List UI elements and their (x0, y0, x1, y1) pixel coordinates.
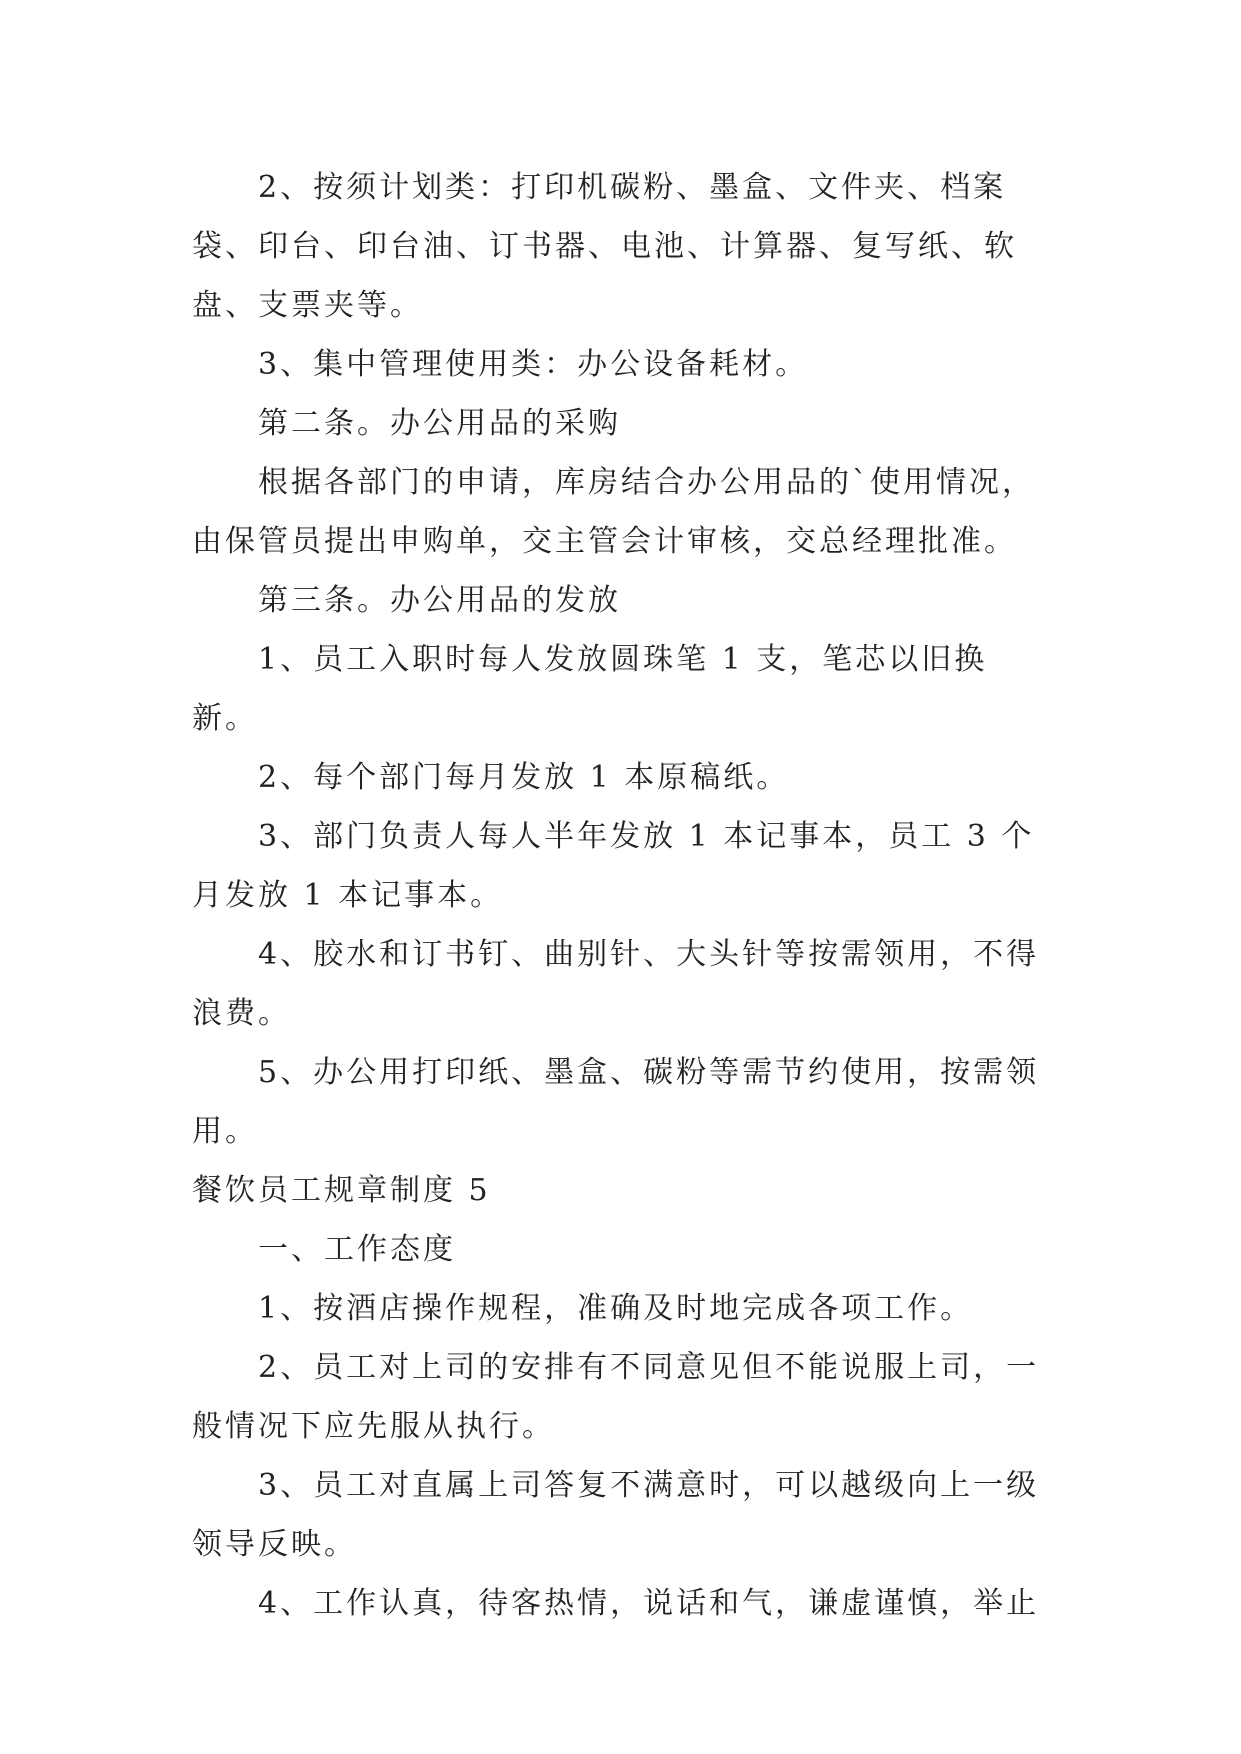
paragraph-distribution-4: 4、胶水和订书钉、曲别针、大头针等按需领用，不得浪费。 (192, 937, 1040, 1031)
article-heading-distribution: 第三条。办公用品的发放 (258, 583, 621, 618)
paragraph-distribution-1: 1、员工入职时每人发放圆珠笔 1 支，笔芯以旧换新。 (192, 642, 988, 736)
document-body (192, 158, 1052, 1633)
paragraph-distribution-2: 2、每个部门每月发放 1 本原稿纸。 (258, 760, 790, 795)
paragraph-purchase-procedure: 根据各部门的申请，库房结合办公用品的`使用情况，由保管员提出申购单，交主管会计审核，交总经理批准。 (192, 465, 1035, 559)
article-heading-purchase: 第二条。办公用品的采购 (258, 406, 621, 441)
paragraph-distribution-5: 5、办公用打印纸、墨盒、碳粉等需节约使用，按需领用。 (192, 1055, 1040, 1149)
paragraph-attitude-3: 3、员工对直属上司答复不满意时，可以越级向上一级领导反映。 (192, 1468, 1040, 1562)
paragraph-supplies-category-2: 2、按须计划类：打印机碳粉、墨盒、文件夹、档案袋、印台、印台油、订书器、电池、计算器、复写纸、软盘、支票夹等。 (192, 170, 1017, 323)
section-heading-work-attitude: 一、工作态度 (258, 1232, 456, 1267)
paragraph-attitude-1: 1、按酒店操作规程，准确及时地完成各项工作。 (258, 1291, 974, 1326)
section-title: 餐饮员工规章制度 5 (192, 1173, 491, 1208)
paragraph-attitude-2: 2、员工对上司的安排有不同意见但不能说服上司，一般情况下应先服从执行。 (192, 1350, 1040, 1444)
paragraph-distribution-3: 3、部门负责人每人半年发放 1 本记事本，员工 3 个月发放 1 本记事本。 (192, 819, 1035, 913)
paragraph-attitude-4: 4、工作认真，待客热情，说话和气，谦虚谨慎，举止 (258, 1586, 1040, 1621)
paragraph-supplies-category-3: 3、集中管理使用类：办公设备耗材。 (258, 347, 809, 382)
